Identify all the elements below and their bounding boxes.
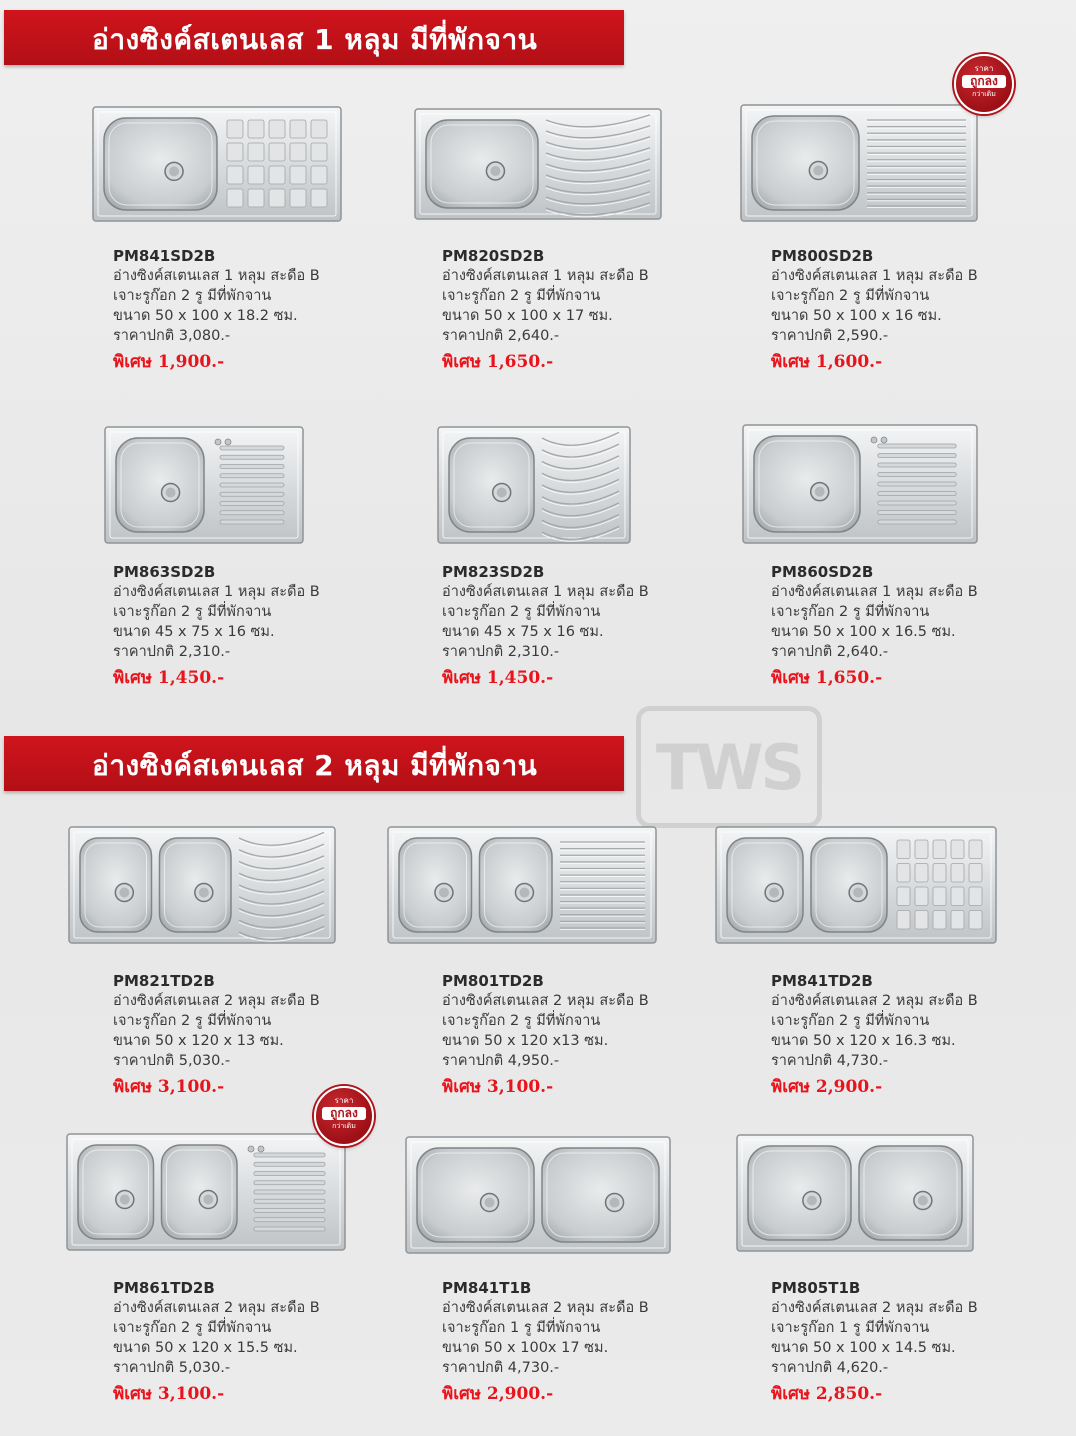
regular-price: ราคาปกติ 4,950.- — [442, 1053, 560, 1069]
faucet-holes: เจาะรูก๊อก 2 รู มีที่พักจาน — [771, 604, 930, 620]
regular-price: ราคาปกติ 4,730.- — [442, 1360, 560, 1376]
special-price: พิเศษ 1,900.- — [113, 352, 225, 372]
regular-price: ราคาปกติ 2,640.- — [771, 644, 889, 660]
product-size: ขนาด 45 x 75 x 16 ซม. — [442, 624, 604, 640]
product-code: PM861TD2B — [113, 1279, 215, 1297]
sink-image — [740, 104, 978, 222]
product-size: ขนาด 50 x 120 x 13 ซม. — [113, 1033, 284, 1049]
product-code: PM800SD2B — [771, 247, 874, 265]
sink-image — [387, 826, 657, 944]
regular-price: ราคาปกติ 5,030.- — [113, 1053, 231, 1069]
product-code: PM841TD2B — [771, 972, 873, 990]
faucet-holes: เจาะรูก๊อก 1 รู มีที่พักจาน — [771, 1320, 930, 1336]
badge-line: ราคา — [974, 64, 994, 73]
product-info — [442, 246, 742, 372]
product-size: ขนาด 50 x 100 x 16 ซม. — [771, 308, 942, 324]
special-price: พิเศษ 2,900.- — [771, 1077, 883, 1097]
special-price: พิเศษ 1,650.- — [771, 668, 883, 688]
product-description: อ่างซิงค์สเตนเลส 2 หลุม สะดือ B — [113, 1300, 320, 1316]
sink-image — [742, 424, 978, 544]
special-price: พิเศษ 2,900.- — [442, 1384, 554, 1404]
badge-line: ราคา — [334, 1096, 354, 1105]
regular-price: ราคาปกติ 2,310.- — [442, 644, 560, 660]
product-code: PM860SD2B — [771, 563, 874, 581]
special-price: พิเศษ 1,600.- — [771, 352, 883, 372]
product-description: อ่างซิงค์สเตนเลส 2 หลุม สะดือ B — [771, 993, 978, 1009]
faucet-holes: เจาะรูก๊อก 2 รู มีที่พักจาน — [442, 288, 601, 304]
product-info — [113, 562, 413, 688]
product-size: ขนาด 50 x 120 x 15.5 ซม. — [113, 1340, 298, 1356]
product-size: ขนาด 50 x 100 x 16.5 ซม. — [771, 624, 956, 640]
faucet-holes: เจาะรูก๊อก 2 รู มีที่พักจาน — [113, 604, 272, 620]
faucet-holes: เจาะรูก๊อก 2 รู มีที่พักจาน — [442, 604, 601, 620]
sink-image — [437, 426, 631, 544]
sink-image — [66, 1133, 346, 1251]
special-price: พิเศษ 1,450.- — [113, 668, 225, 688]
product-description: อ่างซิงค์สเตนเลส 2 หลุม สะดือ B — [771, 1300, 978, 1316]
special-price: พิเศษ 2,850.- — [771, 1384, 883, 1404]
badge-line: ถูกลง — [322, 1107, 366, 1120]
product-size: ขนาด 45 x 75 x 16 ซม. — [113, 624, 275, 640]
regular-price: ราคาปกติ 4,620.- — [771, 1360, 889, 1376]
product-description: อ่างซิงค์สเตนเลส 1 หลุม สะดือ B — [442, 584, 649, 600]
product-code: PM805T1B — [771, 1279, 861, 1297]
product-code: PM820SD2B — [442, 247, 545, 265]
sink-image — [736, 1134, 974, 1252]
product-description: อ่างซิงค์สเตนเลส 1 หลุม สะดือ B — [771, 268, 978, 284]
faucet-holes: เจาะรูก๊อก 2 รู มีที่พักจาน — [113, 1013, 272, 1029]
faucet-holes: เจาะรูก๊อก 2 รู มีที่พักจาน — [771, 288, 930, 304]
product-code: PM841SD2B — [113, 247, 216, 265]
sink-image — [715, 826, 997, 944]
section-title: อ่างซิงค์สเตนเลส 1 หลุม มีที่พักจาน — [92, 23, 538, 56]
sink-image — [414, 108, 662, 220]
product-info — [113, 1278, 413, 1404]
special-price: พิเศษ 3,100.- — [113, 1077, 225, 1097]
product-info — [771, 971, 1071, 1097]
section-banner-single-bowl — [4, 10, 624, 65]
badge-line: กว่าเดิม — [972, 90, 996, 98]
product-code: PM821TD2B — [113, 972, 215, 990]
product-code: PM823SD2B — [442, 563, 545, 581]
special-price: พิเศษ 3,100.- — [113, 1384, 225, 1404]
product-info — [113, 246, 413, 372]
regular-price: ราคาปกติ 2,640.- — [442, 328, 560, 344]
watermark-logo — [636, 706, 822, 828]
product-info — [113, 971, 413, 1097]
product-description: อ่างซิงค์สเตนเลส 1 หลุม สะดือ B — [771, 584, 978, 600]
product-size: ขนาด 50 x 100x 17 ซม. — [442, 1340, 609, 1356]
product-description: อ่างซิงค์สเตนเลส 1 หลุม สะดือ B — [113, 584, 320, 600]
product-description: อ่างซิงค์สเตนเลส 1 หลุม สะดือ B — [113, 268, 320, 284]
product-info — [771, 1278, 1071, 1404]
product-info — [771, 246, 1071, 372]
faucet-holes: เจาะรูก๊อก 1 รู มีที่พักจาน — [442, 1320, 601, 1336]
regular-price: ราคาปกติ 4,730.- — [771, 1053, 889, 1069]
product-info — [442, 562, 742, 688]
faucet-holes: เจาะรูก๊อก 2 รู มีที่พักจาน — [113, 1320, 272, 1336]
regular-price: ราคาปกติ 2,590.- — [771, 328, 889, 344]
watermark-text: TWS — [655, 730, 803, 804]
regular-price: ราคาปกติ 5,030.- — [113, 1360, 231, 1376]
product-description: อ่างซิงค์สเตนเลส 2 หลุม สะดือ B — [442, 1300, 649, 1316]
product-size: ขนาด 50 x 120 x13 ซม. — [442, 1033, 609, 1049]
product-code: PM863SD2B — [113, 563, 216, 581]
regular-price: ราคาปกติ 2,310.- — [113, 644, 231, 660]
faucet-holes: เจาะรูก๊อก 2 รู มีที่พักจาน — [771, 1013, 930, 1029]
badge-line: ถูกลง — [962, 75, 1006, 88]
product-code: PM841T1B — [442, 1279, 532, 1297]
product-size: ขนาด 50 x 100 x 17 ซม. — [442, 308, 613, 324]
faucet-holes: เจาะรูก๊อก 2 รู มีที่พักจาน — [442, 1013, 601, 1029]
product-info — [442, 1278, 742, 1404]
product-size: ขนาด 50 x 100 x 18.2 ซม. — [113, 308, 298, 324]
section-banner-double-bowl — [4, 736, 624, 791]
product-info — [442, 971, 742, 1097]
product-description: อ่างซิงค์สเตนเลส 2 หลุม สะดือ B — [442, 993, 649, 1009]
sink-image — [68, 826, 336, 944]
special-price: พิเศษ 1,450.- — [442, 668, 554, 688]
special-price: พิเศษ 3,100.- — [442, 1077, 554, 1097]
product-info — [771, 562, 1071, 688]
product-size: ขนาด 50 x 100 x 14.5 ซม. — [771, 1340, 956, 1356]
faucet-holes: เจาะรูก๊อก 2 รู มีที่พักจาน — [113, 288, 272, 304]
product-code: PM801TD2B — [442, 972, 544, 990]
product-description: อ่างซิงค์สเตนเลส 1 หลุม สะดือ B — [442, 268, 649, 284]
badge-line: กว่าเดิม — [332, 1122, 356, 1130]
product-size: ขนาด 50 x 120 x 16.3 ซม. — [771, 1033, 956, 1049]
price-drop-badge — [954, 54, 1014, 114]
sink-image — [92, 106, 342, 222]
price-drop-badge — [314, 1086, 374, 1146]
regular-price: ราคาปกติ 3,080.- — [113, 328, 231, 344]
sink-image — [405, 1136, 671, 1254]
special-price: พิเศษ 1,650.- — [442, 352, 554, 372]
product-description: อ่างซิงค์สเตนเลส 2 หลุม สะดือ B — [113, 993, 320, 1009]
sink-image — [104, 426, 304, 544]
section-title: อ่างซิงค์สเตนเลส 2 หลุม มีที่พักจาน — [92, 749, 538, 782]
